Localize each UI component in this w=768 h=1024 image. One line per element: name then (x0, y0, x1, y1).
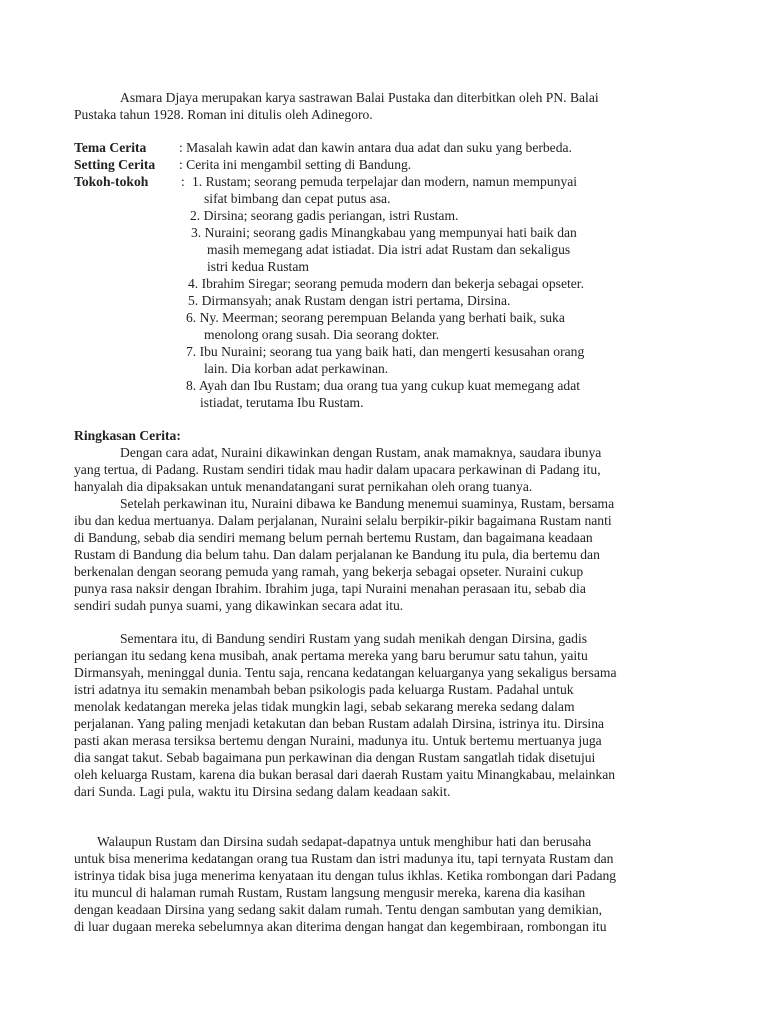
summary-line: dari Sunda. Lagi pula, waktu itu Dirsina sedang dalam keadaan sakit. (74, 784, 451, 799)
summary-line: punya rasa naksir dengan Ibrahim. Ibrahim juga, tapi Nuraini menahan perasaan itu, sebab dia (74, 581, 586, 596)
tokoh-list-line: 7. Ibu Nuraini; seorang tua yang baik hati, dan mengerti kesusahan orang (186, 344, 585, 359)
summary-line: yang tertua, di Padang. Rustam sendiri tidak mau hadir dalam upacara perkawinan di Padang itu, (74, 462, 601, 477)
tokoh-list-line: istri kedua Rustam (207, 259, 309, 274)
summary-line: Sementara itu, di Bandung sendiri Rustam yang sudah menikah dengan Dirsina, gadis (120, 631, 588, 646)
intro-line: Pustaka tahun 1928. Roman ini ditulis oleh Adinegoro. (74, 107, 373, 122)
setting-value: : Cerita ini mengambil setting di Bandung. (179, 157, 412, 172)
summary-line: sendiri sudah punya suami, yang dikawinkan secara adat itu. (74, 598, 404, 613)
tokoh-list-line: 8. Ayah dan Ibu Rustam; dua orang tua yang cukup kuat memegang adat (186, 378, 580, 393)
summary-line: di Bandung, sebab dia sendiri memang belum pernah bertemu Rustam, dan bagaimana keadaan (74, 530, 593, 545)
summary-line: itu muncul di halaman rumah Rustam, Rustam langsung mengusir mereka, karena dia kasihan (74, 885, 586, 900)
summary-line: oleh keluarga Rustam, karena dia bukan berasal dari daerah Rustam yaitu Minangkabau, melainkan (74, 767, 616, 782)
intro-line: Asmara Djaya merupakan karya sastrawan Balai Pustaka dan diterbitkan oleh PN. Balai (120, 90, 599, 105)
tema-value: : Masalah kawin adat dan kawin antara dua adat dan suku yang berbeda. (179, 140, 572, 155)
tema-label: Tema Cerita (74, 140, 147, 155)
tokoh-list-line: 4. Ibrahim Siregar; seorang pemuda modern dan bekerja sebagai opseter. (188, 276, 584, 291)
summary-line: di luar dugaan mereka sebelumnya akan diterima dengan hangat dan kegembiraan, rombongan itu (74, 919, 607, 934)
tokoh-list-line: 3. Nuraini; seorang gadis Minangkabau yang mempunyai hati baik dan (191, 225, 577, 240)
tokoh-list-line: menolong orang susah. Dia seorang dokter. (204, 327, 440, 342)
tokoh-list-line: 5. Dirmansyah; anak Rustam dengan istri pertama, Dirsina. (188, 293, 511, 308)
summary-line: istri adatnya itu semakin menambah beban psikologis pada keluarga Rustam. Padahal untuk (74, 682, 574, 697)
summary-line: Setelah perkawinan itu, Nuraini dibawa ke Bandung menemui suaminya, Rustam, bersama (120, 496, 615, 511)
summary-line: berkenalan dengan seorang pemuda yang ramah, yang bekerja sebagai opseter. Nuraini cukup (74, 564, 584, 579)
summary-line: Walaupun Rustam dan Dirsina sudah sedapat-dapatnya untuk menghibur hati dan berusaha (97, 834, 592, 849)
tokoh-list-line: sifat bimbang dan cepat putus asa. (204, 191, 391, 206)
summary-line: Rustam di Bandung dia belum tahu. Dan dalam perjalanan ke Bandung itu pula, dia bertemu dan (74, 547, 600, 562)
summary-line: perjalanan. Yang paling menjadi ketakutan dan beban Rustam adalah Dirsina, istrinya itu. Dirsina (74, 716, 605, 731)
summary-line: pasti akan merasa tersiksa bertemu dengan Nuraini, madunya itu. Untuk bertemu mertuanya juga (74, 733, 602, 748)
tokoh-label: Tokoh-tokoh (74, 174, 149, 189)
summary-line: Dengan cara adat, Nuraini dikawinkan dengan Rustam, anak mamaknya, saudara ibunya (120, 445, 602, 460)
summary-line: dengan keadaan Dirsina yang sedang sakit dalam rumah. Tentu dengan sambutan yang demikian, (74, 902, 603, 917)
summary-line: untuk bisa menerima kedatangan orang tua Rustam dan istri madunya itu, tapi ternyata Rustam dan (74, 851, 614, 866)
tokoh-list-line: lain. Dia korban adat perkawinan. (204, 361, 389, 376)
tokoh-list-line: 1. Rustam; seorang pemuda terpelajar dan modern, namun mempunyai (192, 174, 578, 189)
summary-line: istrinya tidak bisa juga menerima kenyataan itu dengan tulus ikhlas. Ketika rombongan dari Padang (74, 868, 617, 883)
summary-line: Dirmansyah, meninggal dunia. Tentu saja, rencana kedatangan keluarganya yang sekaligus bersama (74, 665, 617, 680)
tokoh-list-line: 6. Ny. Meerman; seorang perempuan Belanda yang berhati baik, suka (186, 310, 565, 325)
summary-line: dia sangat takut. Sebab bagaimana pun perkawinan dia dengan Rustam sangatlah tidak disetujui (74, 750, 596, 765)
summary-line: hanyalah dia dipaksakan untuk menandatangani surat pernikahan oleh orang tuanya. (74, 479, 533, 494)
setting-label: Setting Cerita (74, 157, 156, 172)
tokoh-list-line: istiadat, terutama Ibu Rustam. (200, 395, 364, 410)
summary-line: periangan itu sedang kena musibah, anak pertama mereka yang baru berumur satu tahun, yaitu (74, 648, 588, 663)
ringkasan-heading: Ringkasan Cerita: (74, 428, 181, 443)
summary-line: ibu dan kedua mertuanya. Dalam perjalanan, Nuraini selalu berpikir-pikir bagaimana Rustam nanti (74, 513, 612, 528)
summary-line: menolak kedatangan mereka jelas tidak mungkin lagi, sebab sekarang mereka sedang dalam (74, 699, 575, 714)
tokoh-list-line: masih memegang adat istiadat. Dia istri adat Rustam dan sekaligus (207, 242, 571, 257)
tokoh-list-line: 2. Dirsina; seorang gadis periangan, istri Rustam. (190, 208, 459, 223)
tokoh-colon: : (181, 174, 185, 189)
